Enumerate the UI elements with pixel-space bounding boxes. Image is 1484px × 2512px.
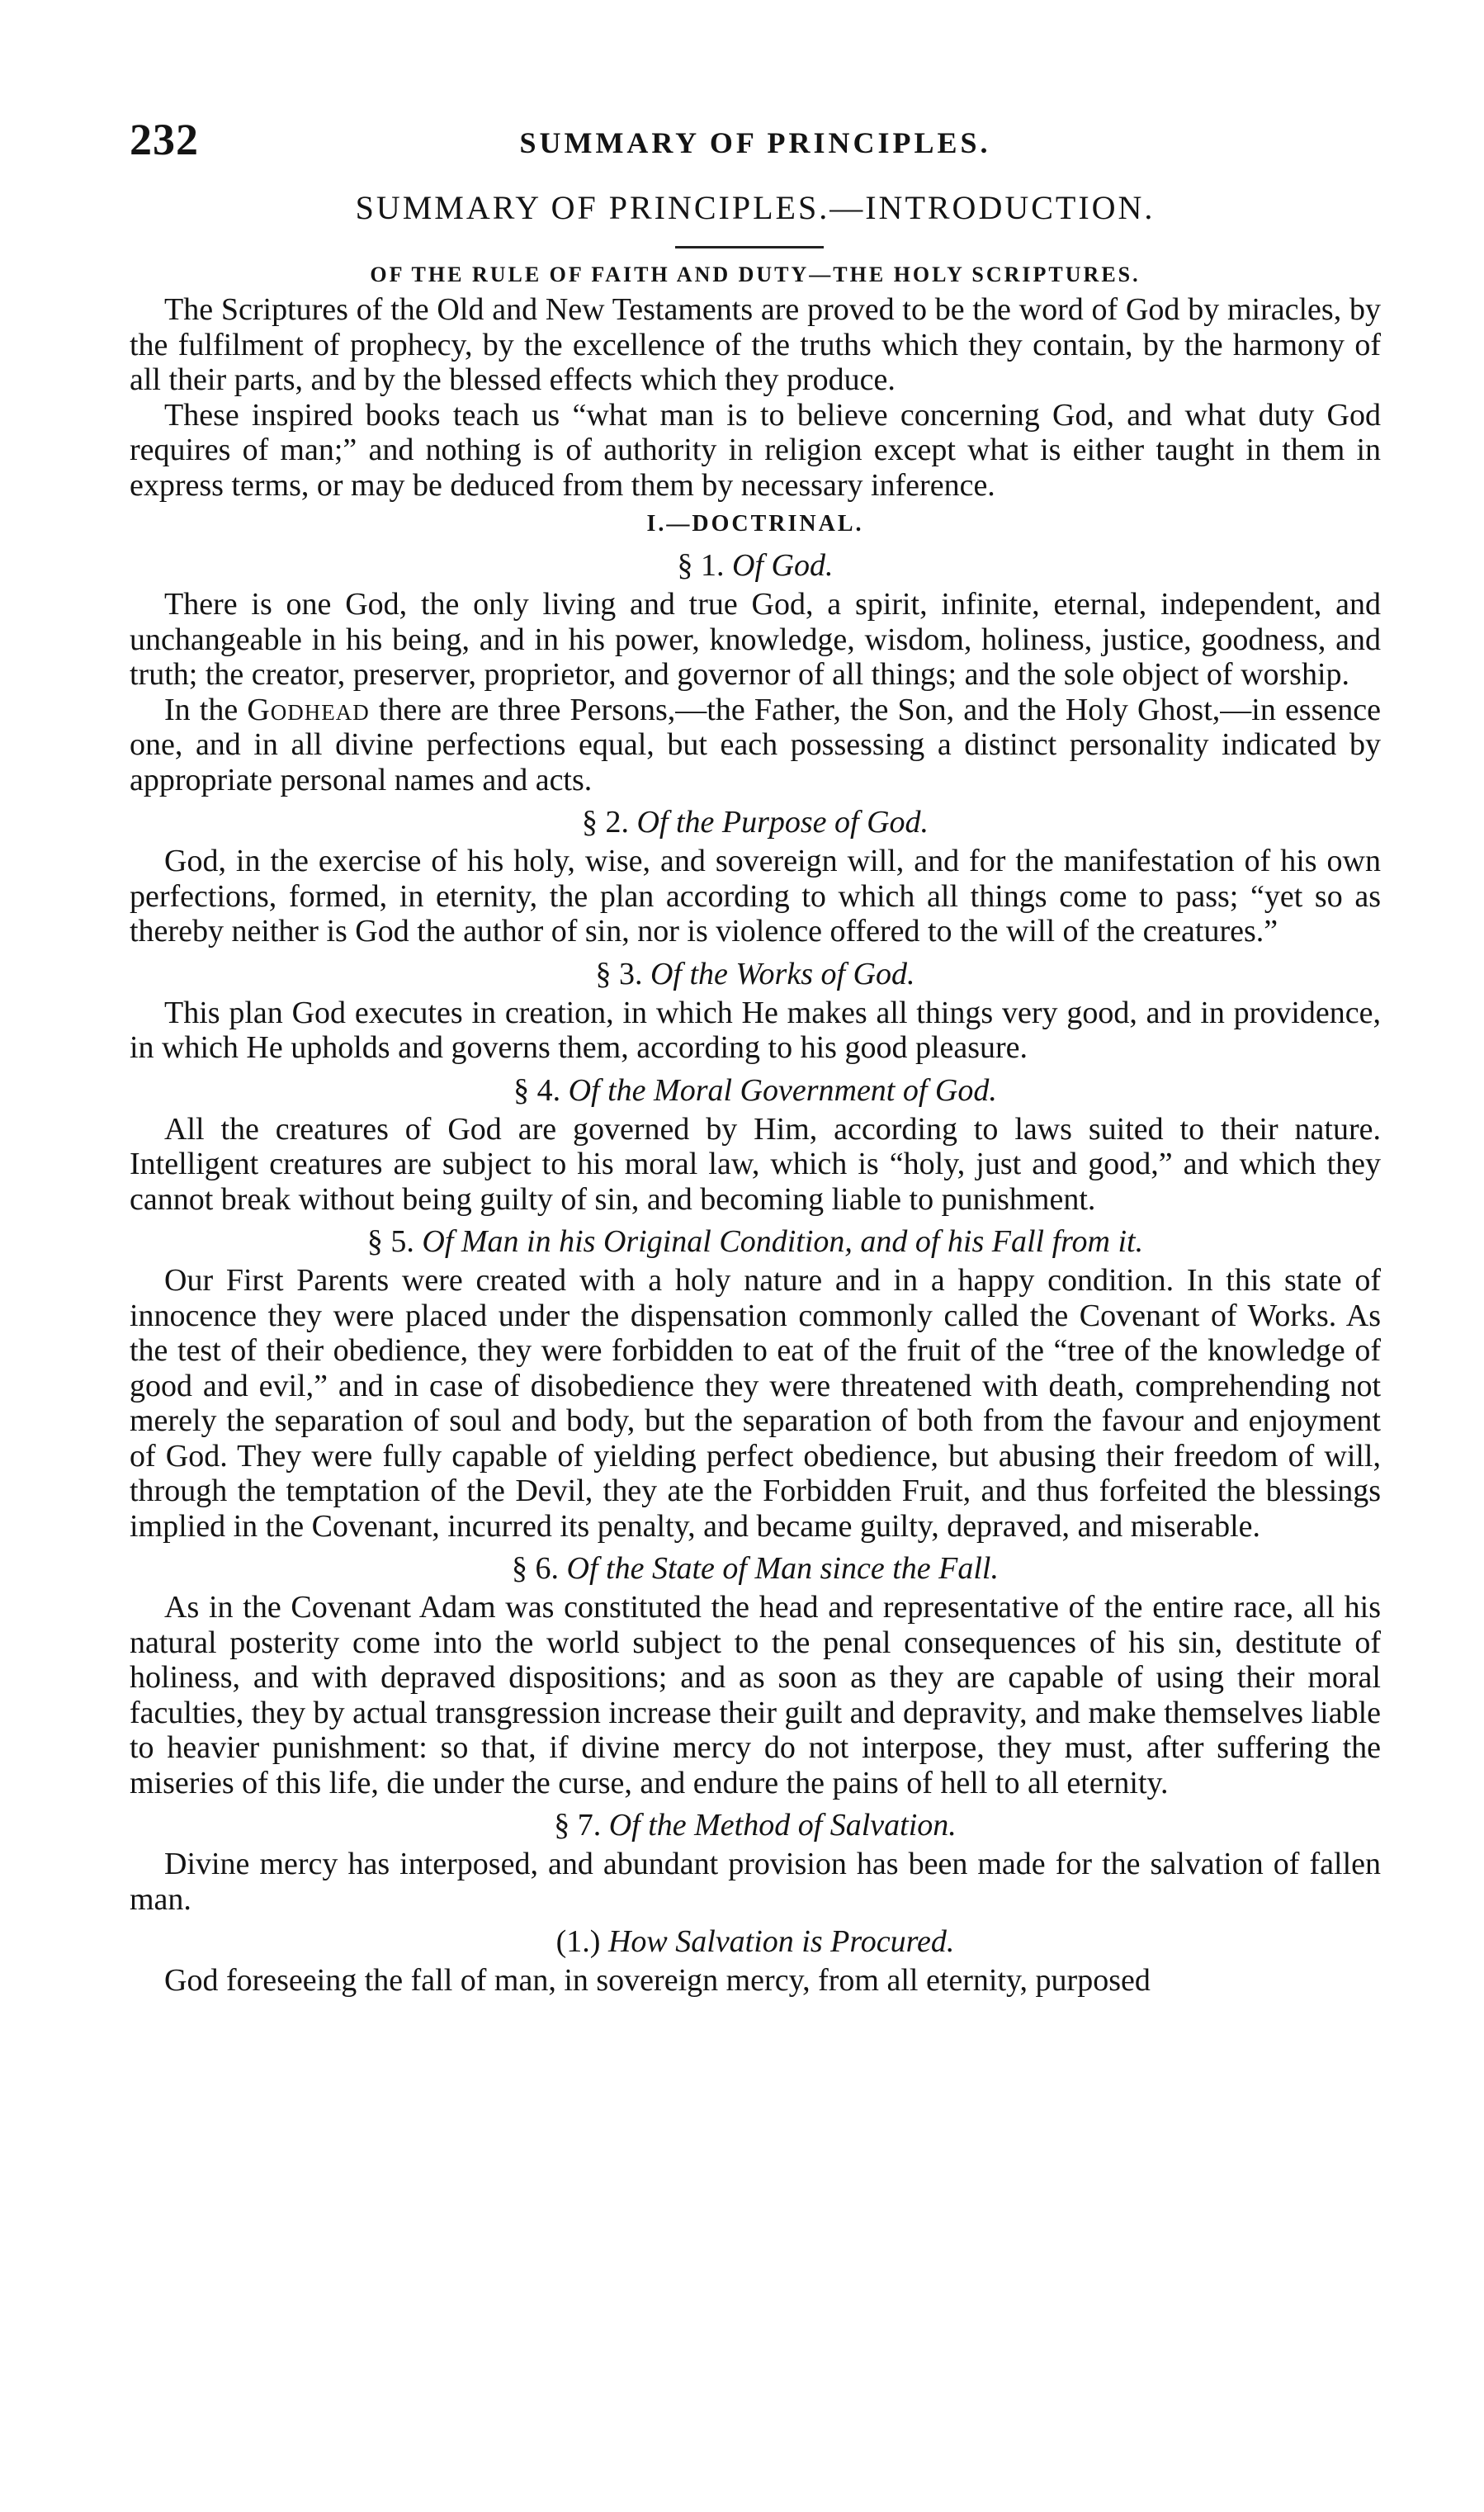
section-heading-4	[130, 1072, 1381, 1109]
section-number: § 3.	[595, 956, 643, 991]
part-heading: I.—DOCTRINAL.	[646, 511, 864, 537]
works-paragraph: This plan God executes in creation, in which He makes all things very good, and in providence, in which He upholds and governs them, according to his good pleasure.	[130, 995, 1381, 1065]
section-heading-2	[130, 804, 1381, 840]
section-title: Of the Method of Salvation.	[608, 1808, 957, 1843]
section-number: § 6.	[512, 1551, 560, 1586]
page-number: 232	[130, 115, 199, 164]
section-number: § 2.	[581, 805, 629, 840]
subsection-number: (1.)	[555, 1924, 601, 1959]
intro-heading: OF THE RULE OF FAITH AND DUTY—THE HOLY SCRIPTURES.	[370, 263, 1141, 286]
section-number: § 1.	[677, 548, 725, 583]
procured-paragraph: God foreseeing the fall of man, in sovereign mercy, from all eternity, purposed	[164, 1963, 1151, 1998]
section-title: Of the Works of God.	[650, 956, 915, 991]
godhead-term: Godhead	[247, 692, 370, 727]
god-paragraph-2	[130, 693, 1381, 798]
section-title: Of the Purpose of God.	[636, 805, 929, 840]
section-title: Of the Moral Government of God.	[568, 1072, 997, 1108]
section-title: Of the State of Man since the Fall.	[566, 1551, 999, 1586]
section-heading-3	[130, 956, 1381, 992]
section-heading-7	[130, 1807, 1381, 1843]
chapter-title: SUMMARY OF PRINCIPLES.—INTRODUCTION.	[355, 189, 1156, 226]
section-heading-1	[130, 547, 1381, 584]
intro-paragraph-1: The Scriptures of the Old and New Testaments are proved to be the word of God by miracles, by the fulfilment of prophecy, by the excellence of the truths which they contain, by the harmony of all their parts, and by the blessed effects which they produce.	[130, 292, 1381, 397]
section-number: § 5.	[366, 1224, 414, 1259]
god-paragraph-1: There is one God, the only living and true God, a spirit, infinite, eternal, independent, and unchangeable in his being, and in his power, knowledge, wisdom, holiness, justice, goodness, and truth; the creator, preserver, proprietor, and governor of all things; and the sole object of worship.	[130, 587, 1381, 692]
section-number: § 4.	[513, 1072, 561, 1108]
page-header	[130, 114, 1381, 180]
subsection-title: How Salvation is Procured.	[607, 1924, 955, 1959]
godhead-rest: there are three Persons,—the Father, the Son, and the Holy Ghost,—in essence one, and in all divine perfections equal, but each possessing a distinct personality indicated by appropriate personal names and acts.	[130, 692, 1381, 797]
section-title: Of God.	[732, 548, 834, 583]
moral-government-paragraph: All the creatures of God are governed by Him, according to laws suited to their nature. Intelligent creatures are subject to his moral law, which is “holy, just and good,” and which they cannot break without being guilty of sin, and becoming liable to punishment.	[130, 1111, 1381, 1217]
running-head: SUMMARY OF PRINCIPLES.	[519, 126, 991, 159]
section-heading-6	[130, 1550, 1381, 1587]
subsection-heading-1	[130, 1923, 1381, 1960]
state-paragraph: As in the Covenant Adam was constituted the head and representative of the entire race, all his natural posterity come into the world subject to the penal consequences of his sin, destitute of holiness, and with depraved dispositions; and as soon as they are capable of using their moral faculties, they by actual transgression increase their guilt and depravity, and make themselves liable to heavier punishment: so that, if divine mercy do not interpose, they must, after suffering the miseries of this life, die under the curse, and endure the pains of hell to all eternity.	[130, 1590, 1381, 1800]
title-rule	[675, 246, 824, 248]
section-title: Of Man in his Original Condition, and of his Fall from it.	[422, 1224, 1144, 1259]
godhead-lead: In the	[164, 692, 248, 727]
salvation-paragraph: Divine mercy has interposed, and abundant provision has been made for the salvation of fallen man.	[130, 1847, 1381, 1917]
section-heading-5	[130, 1223, 1381, 1260]
body-text	[130, 292, 1381, 1999]
intro-paragraph-2: These inspired books teach us “what man is to believe concerning God, and what duty God requires of man;” and nothing is of authority in religion except what is either taught in them in express terms, or may be deduced from them by necessary inference.	[130, 397, 1381, 503]
fall-paragraph: Our First Parents were created with a holy nature and in a happy condition. In this state of innocence they were placed under the dispensation commonly called the Covenant of Works. As the test of their obedience, they were forbidden to eat of the fruit of the “tree of the knowledge of good and evil,” and in case of disobedience they were threatened with death, comprehending not merely the separation of soul and body, but the separation of both from the favour and enjoyment of God. They were fully capable of yielding perfect obedience, but abusing their freedom of will, through the temptation of the Devil, they ate the Forbidden Fruit, and thus forfeited the blessings implied in the Covenant, incurred its penalty, and became guilty, depraved, and miserable.	[130, 1263, 1381, 1544]
purpose-paragraph: God, in the exercise of his holy, wise, and sovereign will, and for the manifestation of his own perfections, formed, in eternity, the plan according to which all things come to pass; “yet so as thereby neither is God the author of sin, nor is violence offered to the will of the creatures.”	[130, 844, 1381, 949]
section-number: § 7.	[554, 1808, 602, 1843]
